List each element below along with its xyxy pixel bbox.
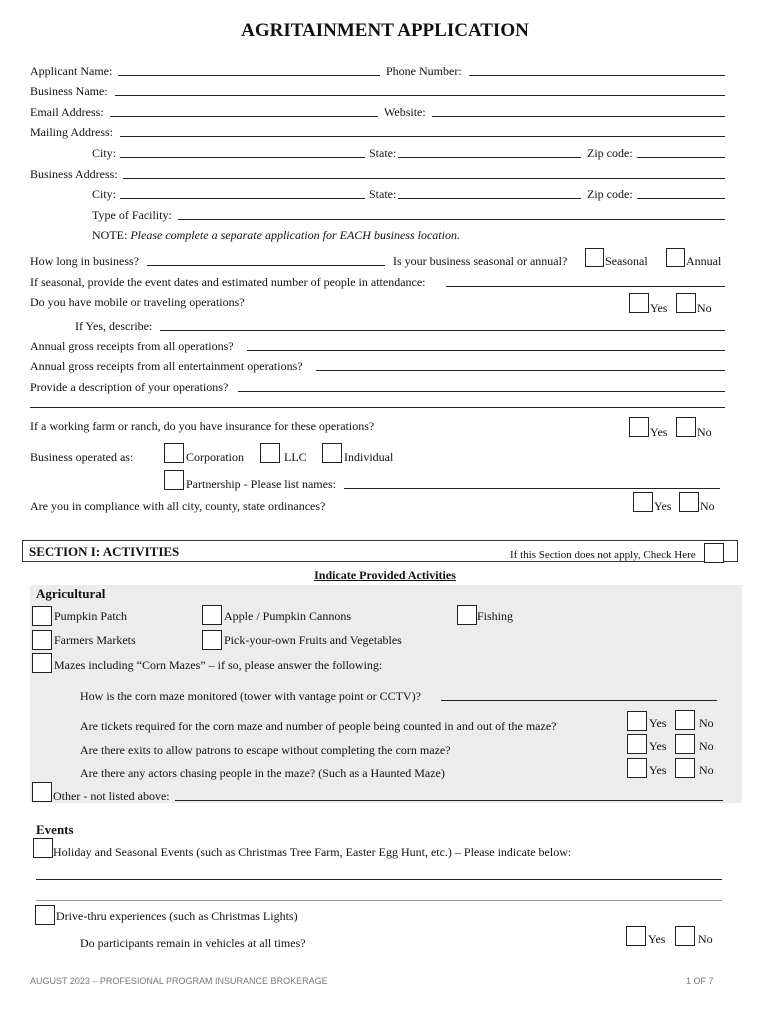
description-label: Provide a description of your operations? <box>30 380 229 394</box>
farmers-markets-checkbox[interactable] <box>32 630 52 650</box>
individual-label: Individual <box>344 450 394 464</box>
drive-thru-label: Drive-thru experiences (such as Christmas Lights) <box>56 909 298 923</box>
individual-checkbox[interactable] <box>322 443 342 463</box>
note <box>92 228 460 242</box>
email-label: Email Address: <box>30 105 104 119</box>
if-seasonal-label: If seasonal, provide the event dates and estimated number of people in attendance: <box>30 275 426 289</box>
maze-actors-no-label: No <box>699 763 714 777</box>
partnership-checkbox[interactable] <box>164 470 184 490</box>
maze-actors-question: Are there any actors chasing people in the maze? (Such as a Haunted Maze) <box>80 766 445 780</box>
maze-tickets-no-checkbox[interactable] <box>675 710 695 730</box>
drive-thru-checkbox[interactable] <box>35 905 55 925</box>
fishing-label: Fishing <box>477 609 514 623</box>
note-text: Please complete a separate application for EACH business location. <box>130 228 460 242</box>
working-farm-question: If a working farm or ranch, do you have insurance for these operations? <box>30 419 375 433</box>
maze-monitored-question: How is the corn maze monitored (tower with vantage point or CCTV)? <box>80 689 421 703</box>
agricultural-heading: Agricultural <box>36 586 106 601</box>
mailing-state-label: State: <box>369 146 397 160</box>
business-address-field[interactable] <box>123 178 725 179</box>
section-not-apply-label: If this Section does not apply, Check Here <box>510 549 696 561</box>
mobile-yes-label: Yes <box>650 301 668 315</box>
other-activity-field[interactable] <box>175 800 723 801</box>
business-state-label: State: <box>369 187 397 201</box>
compliance-question: Are you in compliance with all city, county, state ordinances? <box>30 499 326 513</box>
seasonal-checkbox[interactable] <box>585 248 604 267</box>
llc-checkbox[interactable] <box>260 443 280 463</box>
llc-label: LLC <box>284 450 307 464</box>
applicant-name-field[interactable] <box>118 75 380 76</box>
annual-checkbox[interactable] <box>666 248 685 267</box>
if-yes-describe-label: If Yes, describe: <box>75 319 153 333</box>
apple-cannons-label: Apple / Pumpkin Cannons <box>224 609 352 623</box>
remain-vehicles-yes-label: Yes <box>648 932 666 946</box>
maze-monitored-field[interactable] <box>441 700 717 701</box>
holiday-events-field-line2[interactable] <box>36 900 722 901</box>
remain-vehicles-question: Do participants remain in vehicles at all times? <box>80 936 306 950</box>
other-activity-label: Other - not listed above: <box>53 789 170 803</box>
business-address-label: Business Address: <box>30 167 118 181</box>
maze-actors-yes-label: Yes <box>649 763 667 777</box>
page-number: 1 OF 7 <box>686 976 714 986</box>
gross-all-label: Annual gross receipts from all operations? <box>30 339 234 353</box>
section-not-apply-checkbox[interactable] <box>704 543 724 563</box>
seasonal-question: Is your business seasonal or annual? <box>393 254 568 268</box>
how-long-field[interactable] <box>147 265 385 266</box>
if-yes-describe-field[interactable] <box>160 330 725 331</box>
indicate-activities-heading: Indicate Provided Activities <box>314 568 456 582</box>
annual-label: Annual <box>686 254 722 268</box>
pumpkin-patch-checkbox[interactable] <box>32 606 52 626</box>
business-city-field[interactable] <box>120 198 365 199</box>
holiday-events-label: Holiday and Seasonal Events (such as Christmas Tree Farm, Easter Egg Hunt, etc.) – Please indicate below: <box>53 845 572 859</box>
mazes-checkbox[interactable] <box>32 653 52 673</box>
fishing-checkbox[interactable] <box>457 605 477 625</box>
farm-no-label: No <box>697 425 712 439</box>
maze-exits-question: Are there exits to allow patrons to escape without completing the corn maze? <box>80 743 451 757</box>
maze-actors-no-checkbox[interactable] <box>675 758 695 778</box>
farm-no-checkbox[interactable] <box>676 417 696 437</box>
website-field[interactable] <box>432 116 725 117</box>
pick-your-own-checkbox[interactable] <box>202 630 222 650</box>
mailing-city-label: City: <box>92 146 117 160</box>
mobile-yes-checkbox[interactable] <box>629 293 649 313</box>
if-seasonal-field[interactable] <box>446 286 725 287</box>
pick-your-own-label: Pick-your-own Fruits and Vegetables <box>224 633 402 647</box>
mobile-no-checkbox[interactable] <box>676 293 696 313</box>
mailing-address-label: Mailing Address: <box>30 125 113 139</box>
remain-vehicles-no-checkbox[interactable] <box>675 926 695 946</box>
business-state-field[interactable] <box>398 198 581 199</box>
mobile-question: Do you have mobile or traveling operations? <box>30 295 245 309</box>
page-title: AGRITAINMENT APPLICATION <box>241 20 529 41</box>
apple-cannons-checkbox[interactable] <box>202 605 222 625</box>
partnership-label: Partnership - Please list names: <box>186 477 336 491</box>
business-zip-field[interactable] <box>637 198 725 199</box>
gross-all-field[interactable] <box>247 350 725 351</box>
farmers-markets-label: Farmers Markets <box>54 633 136 647</box>
maze-actors-yes-checkbox[interactable] <box>627 758 647 778</box>
mailing-address-field[interactable] <box>120 136 725 137</box>
pumpkin-patch-label: Pumpkin Patch <box>54 609 128 623</box>
events-heading: Events <box>36 822 74 837</box>
note-label: NOTE: <box>92 228 128 242</box>
maze-exits-no-label: No <box>699 739 714 753</box>
how-long-label: How long in business? <box>30 254 139 268</box>
operated-as-label: Business operated as: <box>30 450 134 464</box>
mobile-no-label: No <box>697 301 712 315</box>
description-field[interactable] <box>238 391 725 392</box>
seasonal-label: Seasonal <box>605 254 648 268</box>
holiday-events-field[interactable] <box>36 879 722 880</box>
business-city-label: City: <box>92 187 117 201</box>
website-label: Website: <box>384 105 426 119</box>
type-of-facility-field[interactable] <box>178 219 725 220</box>
partnership-names-field[interactable] <box>344 488 720 489</box>
email-field[interactable] <box>110 116 378 117</box>
maze-tickets-no-label: No <box>699 716 714 730</box>
mailing-zip-field[interactable] <box>637 157 725 158</box>
compliance-yes-checkbox[interactable] <box>633 492 653 512</box>
corporation-label: Corporation <box>186 450 244 464</box>
business-zip-label: Zip code: <box>587 187 633 201</box>
mazes-label: Mazes including “Corn Mazes” – if so, please answer the following: <box>54 658 383 672</box>
remain-vehicles-yes-checkbox[interactable] <box>626 926 646 946</box>
remain-vehicles-no-label: No <box>698 932 713 946</box>
business-name-field[interactable] <box>115 95 725 96</box>
holiday-events-checkbox[interactable] <box>33 838 53 858</box>
phone-number-field[interactable] <box>469 75 725 76</box>
mailing-state-field[interactable] <box>398 157 581 158</box>
phone-number-label: Phone Number: <box>386 64 462 78</box>
farm-yes-label: Yes <box>650 425 668 439</box>
maze-tickets-question: Are tickets required for the corn maze and number of people being counted in and out of the maze? <box>80 719 557 733</box>
farm-yes-checkbox[interactable] <box>629 417 649 437</box>
applicant-name-label: Applicant Name: <box>30 64 113 78</box>
compliance-no-checkbox[interactable] <box>679 492 699 512</box>
description-field-line2[interactable] <box>30 407 725 408</box>
business-name-label: Business Name: <box>30 84 108 98</box>
maze-tickets-yes-label: Yes <box>649 716 667 730</box>
maze-tickets-yes-checkbox[interactable] <box>627 711 647 731</box>
section-title: SECTION I: ACTIVITIES <box>29 544 180 559</box>
other-activity-checkbox[interactable] <box>32 782 52 802</box>
mailing-city-field[interactable] <box>120 157 365 158</box>
gross-entertainment-field[interactable] <box>316 370 725 371</box>
type-of-facility-label: Type of Facility: <box>92 208 172 222</box>
mailing-zip-label: Zip code: <box>587 146 633 160</box>
maze-exits-yes-checkbox[interactable] <box>627 734 647 754</box>
corporation-checkbox[interactable] <box>164 443 184 463</box>
maze-exits-no-checkbox[interactable] <box>675 734 695 754</box>
footer-left: AUGUST 2023 – PROFESIONAL PROGRAM INSURANCE BROKERAGE <box>30 976 328 986</box>
compliance-no-label: No <box>700 499 715 513</box>
gross-entertainment-label: Annual gross receipts from all entertainment operations? <box>30 359 303 373</box>
compliance-yes-label: Yes <box>654 499 672 513</box>
maze-exits-yes-label: Yes <box>649 739 667 753</box>
